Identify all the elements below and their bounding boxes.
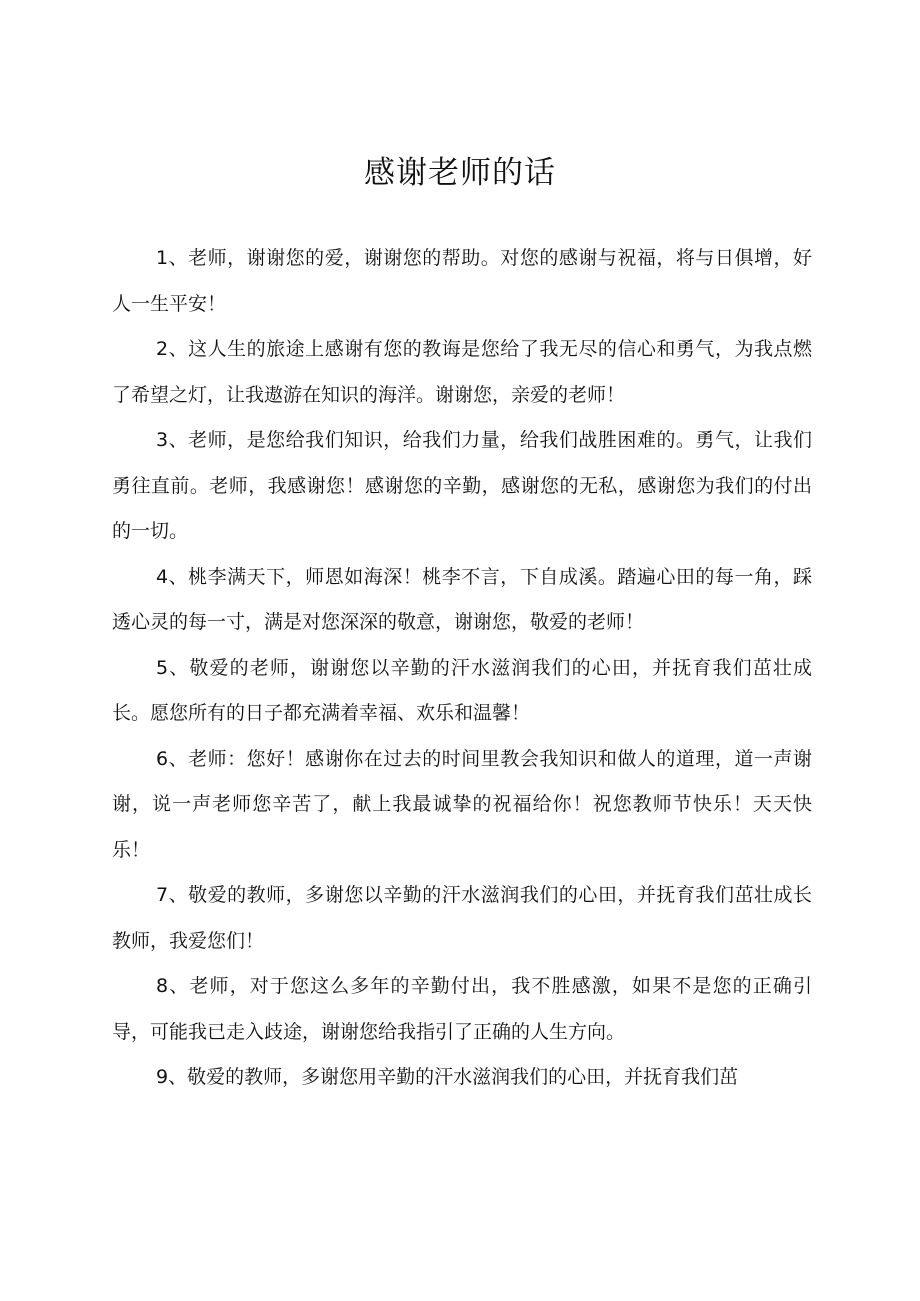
paragraph-2: 2、这人生的旅途上感谢有您的教诲是您给了我无尽的信心和勇气，为我点燃了希望之灯，让我遨游在知识的海洋。谢谢您，亲爱的老师！ <box>112 338 812 406</box>
document-title: 感谢老师的话 <box>364 154 556 191</box>
paragraph-4: 4、桃李满天下，师恩如海深！桃李不言，下自成溪。踏遍心田的每一角，踩透心灵的每一寸，满是对您深深的敬意，谢谢您，敬爱的老师！ <box>112 565 812 633</box>
document-body <box>112 236 812 1101</box>
paragraph-5: 5、敬爱的老师，谢谢您以辛勤的汗水滋润我们的心田，并抚育我们茁壮成长。愿您所有的日子都充满着幸福、欢乐和温馨！ <box>112 656 812 724</box>
paragraph-3: 3、老师，是您给我们知识，给我们力量，给我们战胜困难的。勇气，让我们勇往直前。老师，我感谢您！感谢您的辛勤，感谢您的无私，感谢您为我们的付出的一切。 <box>112 429 812 542</box>
paragraph-6: 6、老师：您好！感谢你在过去的时间里教会我知识和做人的道理，道一声谢谢，说一声老师您辛苦了，献上我最诚挚的祝福给你！祝您教师节快乐！天天快乐！ <box>112 747 812 861</box>
paragraph-9: 9、敬爱的教师，多谢您用辛勤的汗水滋润我们的心田，并抚育我们茁 <box>156 1066 739 1088</box>
paragraph-7: 7、敬爱的教师，多谢您以辛勤的汗水滋润我们的心田，并抚育我们茁壮成长教师，我爱您们！ <box>112 884 812 952</box>
paragraph-1: 1、老师，谢谢您的爱，谢谢您的帮助。对您的感谢与祝福，将与日俱增，好人一生平安！ <box>112 247 812 315</box>
paragraph-8: 8、老师，对于您这么多年的辛勤付出，我不胜感激，如果不是您的正确引导，可能我已走入歧途，谢谢您给我指引了正确的人生方向。 <box>112 975 812 1043</box>
